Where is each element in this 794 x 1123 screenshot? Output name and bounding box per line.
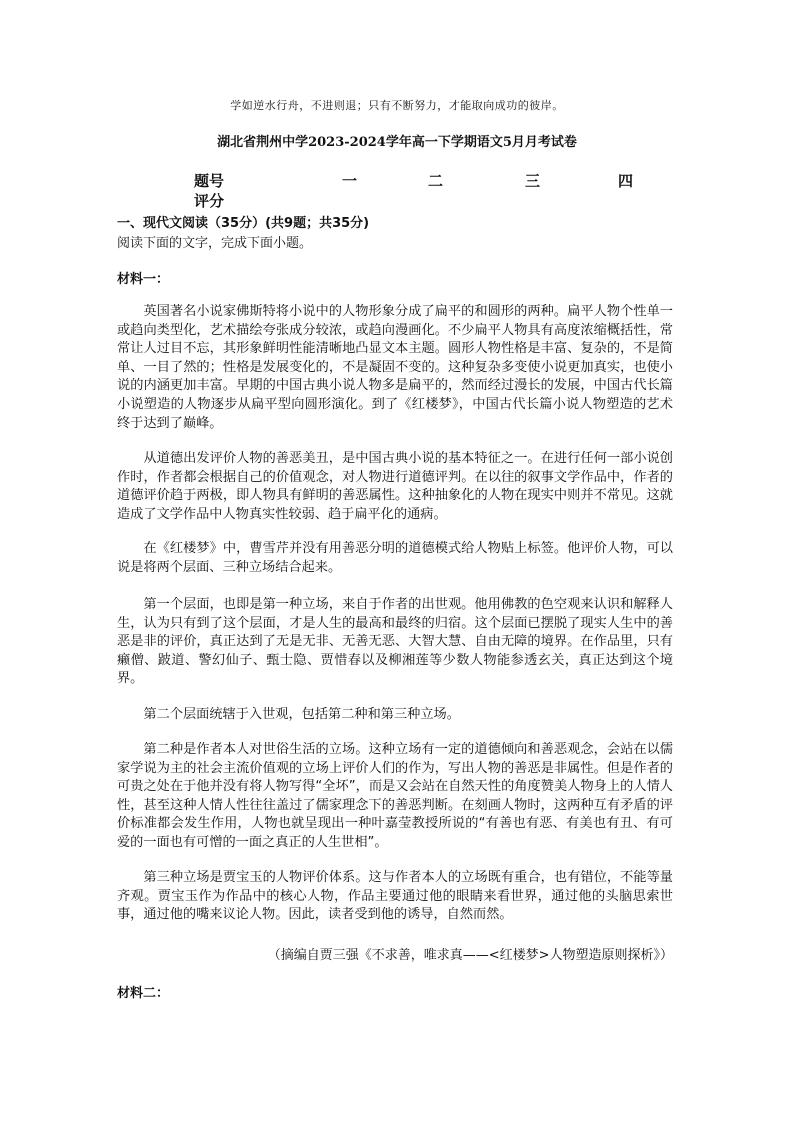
exam-title: 湖北省荆州中学2023-2024学年高一下学期语文5月月考试卷 — [217, 135, 577, 150]
column-header-1: 一 — [342, 172, 358, 190]
material-one-paragraph: 第三种立场是贾宝玉的人物评价体系。这与作者本人的立场既有重合，也有错位，不能等量齐观。贾宝玉作为作品中的核心人物，作品主要通过他的眼睛来看世界，通过他的头脑思索世事，通过他的嘴来议论人物。因此，读者受到他的诱导，自然而然。 — [117, 870, 673, 923]
material-one-paragraph: 从道德出发评价人物的善恶美丑，是中国古典小说的基本特征之一。在进行任何一部小说创作时，作者都会根据自己的价值观念，对人物进行道德评判。在以往的叙事文学作品中，作者的道德评价趋于两极，即人物具有鲜明的善恶属性。这种抽象化的人物在现实中则并不常见。这就造成了文学作品中人物真实性较弱、趋于扁平化的通病。 — [117, 451, 673, 522]
column-header-3: 三 — [525, 172, 541, 190]
material-one-paragraph: 英国著名小说家佛斯特将小说中的人物形象分成了扁平的和圆形的两种。扁平人物个性单一或趋向类型化，艺术描绘夸张成分较浓，或趋向漫画化。不少扁平人物具有高度浓缩概括性，常常让人过目不忘，其形象鲜明性能清晰地凸显文本主题。圆形人物性格是丰富、复杂的，不是简单、一目了然的；性格是发展变化的，不是凝固不变的。这种复杂多变使小说更加真实，也使小说的内涵更加丰富。早期的中国古典小说人物多是扁平的，然而经过漫长的发展，中国古代长篇小说塑造的人物逐步从扁平型向圆形演化。到了《红楼梦》，中国古代长篇小说人物塑造的艺术终于达到了巅峰。 — [117, 304, 673, 431]
material-one-paragraph: 在《红楼梦》中，曹雪芹并没有用善恶分明的道德模式给人物贴上标签。他评价人物，可以说是将两个层面、三种立场结合起来。 — [117, 541, 673, 575]
material-one-paragraph: 第二种是作者本人对世俗生活的立场。这种立场有一定的道德倾向和善恶观念，会站在以儒家学说为主的社会主流价值观的立场上评价人们的作为，写出人物的善恶是非属性。但是作者的可贵之处在于他并没有将人物写得“全坏”，而是又会站在自然天性的角度赞美人物身上的人情人性，甚至这种人情人性往往盖过了儒家理念下的善恶判断。在刻画人物时，这两种互有矛盾的评价标准都会发生作用，人物也就呈现出一种叶嘉莹教授所说的“有善也有恶、有美也有丑、有可爱的一面也有可憎的一面之真正的人生世相”。 — [117, 742, 673, 850]
column-header-2: 二 — [428, 172, 444, 190]
material-two-label: 材料二： — [117, 986, 170, 1001]
row-header-question-number: 题号 — [194, 172, 225, 190]
source-citation: （摘编自贾三强《不求善，唯求真——<红楼梦>人物塑造原则探析》） — [267, 948, 673, 963]
material-one-label: 材料一： — [117, 272, 170, 287]
motto-line: 学如逆水行舟，不进则退；只有不断努力，才能取向成功的彼岸。 — [230, 99, 564, 112]
column-header-4: 四 — [618, 172, 634, 190]
row-header-score: 评分 — [194, 192, 225, 210]
material-one-paragraph: 第一个层面，也即是第一种立场，来自于作者的出世观。他用佛教的色空观来认识和解释人生，认为只有到了这个层面，才是人生的最高和最终的归宿。这个层面已摆脱了现实人生中的善恶是非的评价，真正达到了无是无非、无善无恶、大智大慧、自由无障的境界。在作品里，只有癞僧、跛道、警幻仙子、甄士隐、贾惜春以及柳湘莲等少数人物能参透玄关，真正达到这个境界。 — [117, 597, 673, 687]
section-heading: 一、现代文阅读（35分）(共9题；共35分) — [117, 216, 370, 231]
material-one-paragraph: 第二个层面统辖于入世观，包括第二种和第三种立场。 — [143, 707, 460, 722]
section-instructions: 阅读下面的文字，完成下面小题。 — [117, 236, 313, 251]
